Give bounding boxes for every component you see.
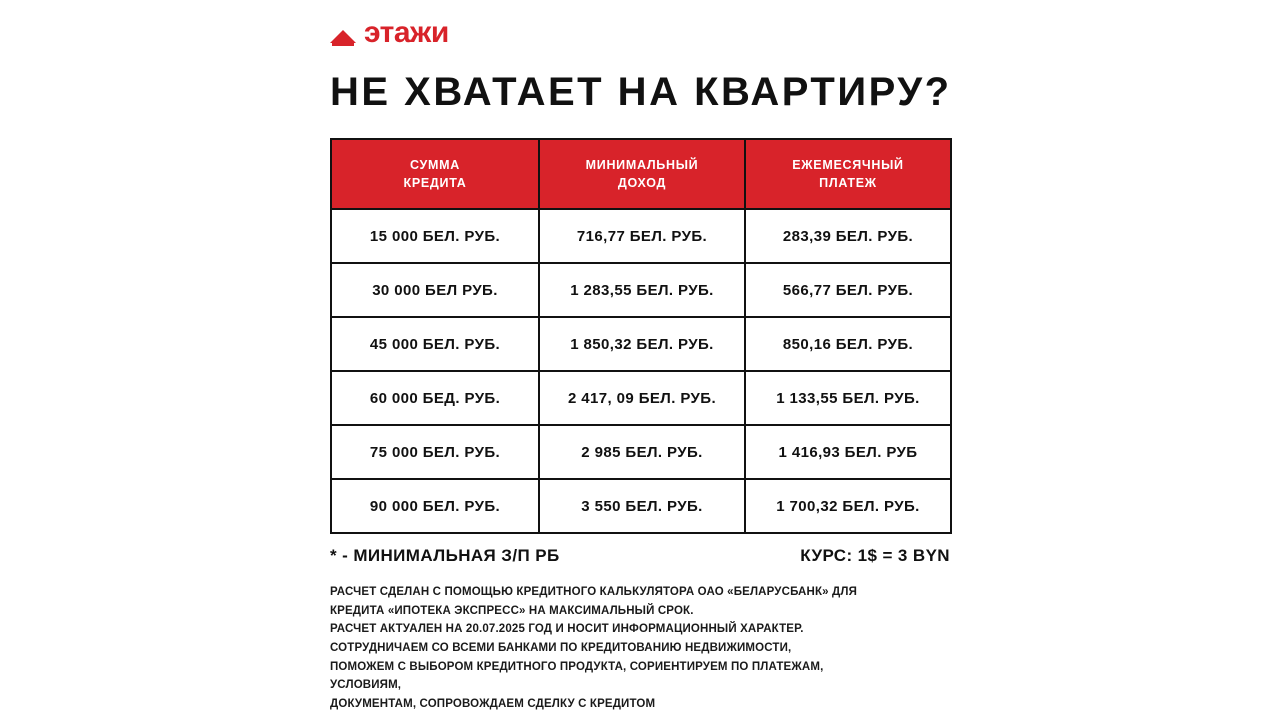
fineprint-line: УСЛОВИЯМ, bbox=[330, 679, 402, 692]
cell-credit-sum: 15 000 БЕЛ. РУБ. bbox=[331, 209, 539, 263]
house-roof-icon bbox=[330, 20, 356, 46]
cell-monthly-payment: 1 416,93 БЕЛ. РУБ bbox=[745, 425, 951, 479]
fineprint-line: ПОМОЖЕМ С ВЫБОРОМ КРЕДИТНОГО ПРОДУКТА, СОРИЕНТИРУЕМ ПО ПЛАТЕЖАМ, bbox=[330, 660, 824, 673]
cell-monthly-payment: 1 700,32 БЕЛ. РУБ. bbox=[745, 479, 951, 533]
fineprint-line: РАСЧЕТ АКТУАЛЕН НА 20.07.2025 ГОД И НОСИТ ИНФОРМАЦИОННЫЙ ХАРАКТЕР. bbox=[330, 623, 804, 636]
credit-table bbox=[330, 138, 952, 534]
table-header-cell-payment bbox=[745, 139, 951, 209]
header-line-2: ДОХОД bbox=[617, 176, 667, 190]
table-header-row bbox=[331, 139, 951, 209]
header-line-2: КРЕДИТА bbox=[403, 176, 467, 190]
cell-monthly-payment: 283,39 БЕЛ. РУБ. bbox=[745, 209, 951, 263]
cell-min-income: 1 283,55 БЕЛ. РУБ. bbox=[539, 263, 745, 317]
credit-table-container bbox=[330, 138, 950, 534]
note-min-salary: * - МИНИМАЛЬНАЯ З/П РБ bbox=[330, 546, 560, 565]
cell-monthly-payment: 850,16 БЕЛ. РУБ. bbox=[745, 317, 951, 371]
cell-min-income: 2 417, 09 БЕЛ. РУБ. bbox=[539, 371, 745, 425]
cell-credit-sum: 90 000 БЕЛ. РУБ. bbox=[331, 479, 539, 533]
table-row bbox=[331, 263, 951, 317]
table-body bbox=[331, 209, 951, 533]
table-row bbox=[331, 425, 951, 479]
fineprint-line: КРЕДИТА «ИПОТЕКА ЭКСПРЕСС» НА МАКСИМАЛЬНЫЙ СРОК. bbox=[330, 604, 694, 617]
cell-min-income: 716,77 БЕЛ. РУБ. bbox=[539, 209, 745, 263]
cell-monthly-payment: 566,77 БЕЛ. РУБ. bbox=[745, 263, 951, 317]
header-line-1: ЕЖЕМЕСЯЧНЫЙ bbox=[792, 157, 904, 172]
cell-credit-sum: 60 000 БЕД. РУБ. bbox=[331, 371, 539, 425]
cell-min-income: 1 850,32 БЕЛ. РУБ. bbox=[539, 317, 745, 371]
note-exchange-rate: КУРС: 1$ = 3 BYN bbox=[800, 546, 950, 565]
cell-credit-sum: 75 000 БЕЛ. РУБ. bbox=[331, 425, 539, 479]
table-row bbox=[331, 317, 951, 371]
cell-min-income: 3 550 БЕЛ. РУБ. bbox=[539, 479, 745, 533]
fineprint-block bbox=[330, 583, 960, 713]
page-title: НЕ ХВАТАЕТ НА КВАРТИРУ? bbox=[330, 70, 952, 114]
brand-logo bbox=[330, 18, 449, 48]
fineprint-line: СОТРУДНИЧАЕМ СО ВСЕМИ БАНКАМИ ПО КРЕДИТОВАНИЮ НЕДВИЖИМОСТИ, bbox=[330, 641, 792, 654]
cell-credit-sum: 45 000 БЕЛ. РУБ. bbox=[331, 317, 539, 371]
table-header-cell-income bbox=[539, 139, 745, 209]
header-line-1: СУММА bbox=[410, 157, 460, 172]
brand-name: этажи bbox=[364, 16, 449, 49]
cell-min-income: 2 985 БЕЛ. РУБ. bbox=[539, 425, 745, 479]
table-header bbox=[331, 139, 951, 209]
header-line-2: ПЛАТЕЖ bbox=[819, 176, 877, 190]
notes-row bbox=[330, 546, 950, 566]
table-row bbox=[331, 371, 951, 425]
header-line-1: МИНИМАЛЬНЫЙ bbox=[585, 157, 699, 172]
cell-credit-sum: 30 000 БЕЛ РУБ. bbox=[331, 263, 539, 317]
fineprint-line: РАСЧЕТ СДЕЛАН С ПОМОЩЬЮ КРЕДИТНОГО КАЛЬКУЛЯТОРА ОАО «БЕЛАРУСБАНК» ДЛЯ bbox=[330, 586, 857, 598]
cell-monthly-payment: 1 133,55 БЕЛ. РУБ. bbox=[745, 371, 951, 425]
table-header-cell-sum bbox=[331, 139, 539, 209]
fineprint-line: ДОКУМЕНТАМ, СОПРОВОЖДАЕМ СДЕЛКУ С КРЕДИТОМ bbox=[330, 697, 656, 710]
table-row bbox=[331, 209, 951, 263]
table-row bbox=[331, 479, 951, 533]
